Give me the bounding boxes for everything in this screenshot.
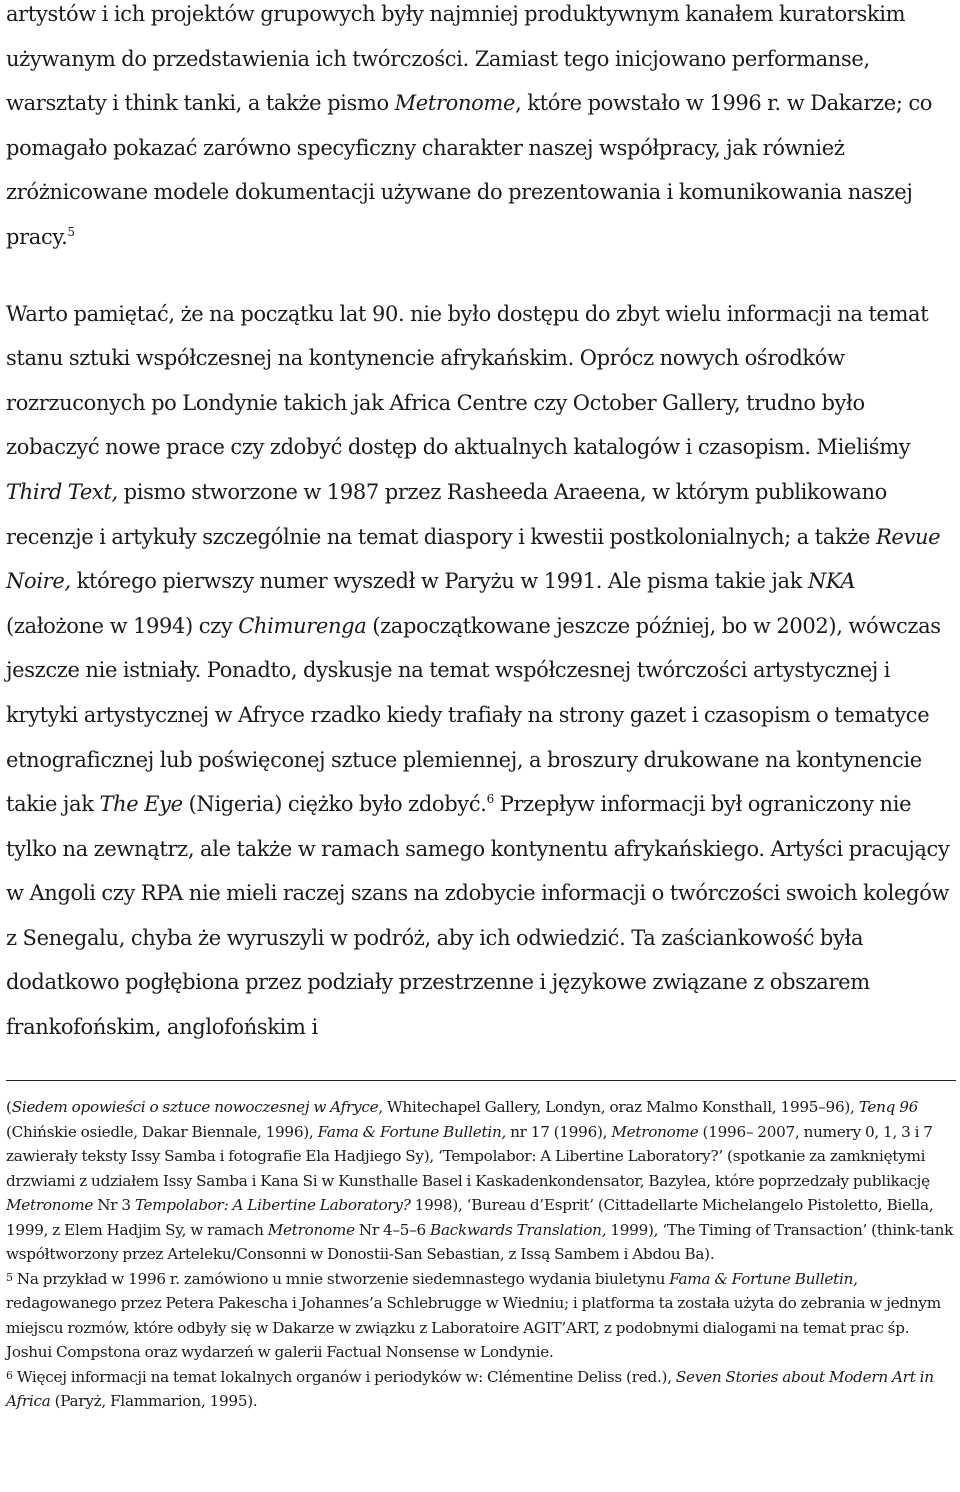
footnotes	[6, 1095, 954, 1414]
paragraph-metronome: artystów i ich projektów grupowych były najmniej produktywnym kanałem kuratorskim używanym do przedstawienia ich twórczości. Zamiast tego inicjowano performanse, warsztaty i think tanki, a także pismo Metronome, które powstało w 1996 r. w Dakarze; co pomagało pokazać zarówno specyficzny charakter naszej współpracy, jak również zróżnicowane modele dokumentacji używane do prezentowania i komunikowania naszej pracy.$^5$	[6, 2, 933, 249]
footnote-5: 5 Na przykład w 1996 r. zamówiono u mnie stworzenie siedemnastego wydania biuletynu Fama & Fortune Bulletin, redagowanego przez Petera Pakescha i Johannes’a Schlebrugge w Wiedniu; i platforma ta została użyta do zebrania w jednym miejscu rozmów, które odbyły się w Dakarze w związku z Laboratoire AGIT’ART, z podobnymi dialogami na temat prac śp. Joshui Compstona oraz wydarzeń w galerii Factual Nonsense w Londynie.	[6, 1269, 941, 1361]
title-third-text: Third Text,	[6, 479, 118, 504]
paragraph-information-access: Warto pamiętać, że na początku lat 90. nie było dostępu do zbyt wielu informacji na temat stanu sztuki współczesnej na kontynencie afrykańskim. Oprócz nowych ośrodków rozrzuconych po Londynie takich jak Africa Centre czy October Gallery, trudno było zobaczyć nowe prace czy zdobyć dostęp do aktualnych katalogów i czasopism. Mieliśmy Third Text, pismo stworzone w 1987 przez Rasheeda Araeena, w którym publikowano recenzje i artykuły szczególnie na temat diaspory i kwestii postkolonialnych; a także Revue Noire, którego pierwszy numer wyszedł w Paryżu w 1991. Ale pisma takie jak NKA (założone w 1994) czy Chimurenga (zapoczątkowane jeszcze później, bo w 2002), wówczas jeszcze nie istniały. Ponadto, dyskusje na temat współczesnej twórczości artystycznej i krytyki artystycznej w Afryce rzadko kiedy trafiały na strony gazet i czasopism o tematyce etnograficznej lub poświęconej sztuce plemiennej, a broszury drukowane na kontynencie takie jak The Eye (Nigeria) ciężko było zdobyć.$^6$ Przepływ informacji był ograniczony nie tylko na zewnątrz, ale także w ramach samego kontynentu afrykańskiego. Artyści pracujący w Angoli czy RPA nie mieli raczej szans na zdobycie informacji o twórczości swoich kolegów z Senegalu, chyba że wyruszyli w podróż, aby ich odwiedzić. Ta zaściankowość była dodatkowo pogłębiona przez podziały przestrzenne i językowe związane z obszarem frankofońskim, anglofońskim i	[6, 301, 950, 1040]
title-the-eye: The Eye	[99, 792, 183, 817]
footnote-ref-6[interactable]: 6	[486, 792, 494, 807]
footnote-number-6: 6	[6, 1368, 13, 1382]
footnote-6: 6 Więcej informacji na temat lokalnych organów i periodyków w: Clémentine Deliss (red.), Seven Stories about Modern Art in Africa (Paryż, Flammarion, 1995).	[6, 1367, 934, 1410]
title-nka: NKA	[807, 569, 856, 594]
document-page	[6, 0, 954, 1050]
title-revue-noire: Revue Noire,	[6, 524, 941, 594]
footnote-number-5: 5	[6, 1270, 13, 1284]
footnote-separator	[6, 1080, 956, 1081]
title-chimurenga: Chimurenga	[238, 613, 367, 638]
footnote-ref-5[interactable]: 5	[67, 224, 75, 239]
footnote-continued: (Siedem opowieści o sztuce nowoczesnej w Afryce, Whitechapel Gallery, Londyn, oraz Malmo Konsthall, 1995–96), Tenq 96 (Chińskie osiedle, Dakar Biennale, 1996), Fama & Fortune Bulletin, nr 17 (1996), Metronome (1996– 2007, numery 0, 1, 3 i 7 zawierały teksty Issy Samba i fotografie Ela Hadjiego Sy), ‘Tempolabor: A Libertine Laboratory?’ (spotkanie za zamkniętymi drzwiami z udziałem Issy Samba i Kana Si w Kunsthalle Basel i Kaskadenkondensator, Bazylea, które poprzedzały publikację Metronome Nr 3 Tempolabor: A Libertine Laboratory? 1998), ‘Bureau d’Esprit’ (Cittadellarte Michelangelo Pistoletto, Biella, 1999, z Elem Hadjim Sy, w ramach Metronome Nr 4–5–6 Backwards Translation, 1999), ‘The Timing of Transaction’ (think-tank współtworzony przez Arteleku/Consonni w Donostii-San Sebastian, z Issą Sambem i Abdou Ba).	[6, 1098, 954, 1263]
title-metronome: Metronome	[394, 91, 516, 116]
